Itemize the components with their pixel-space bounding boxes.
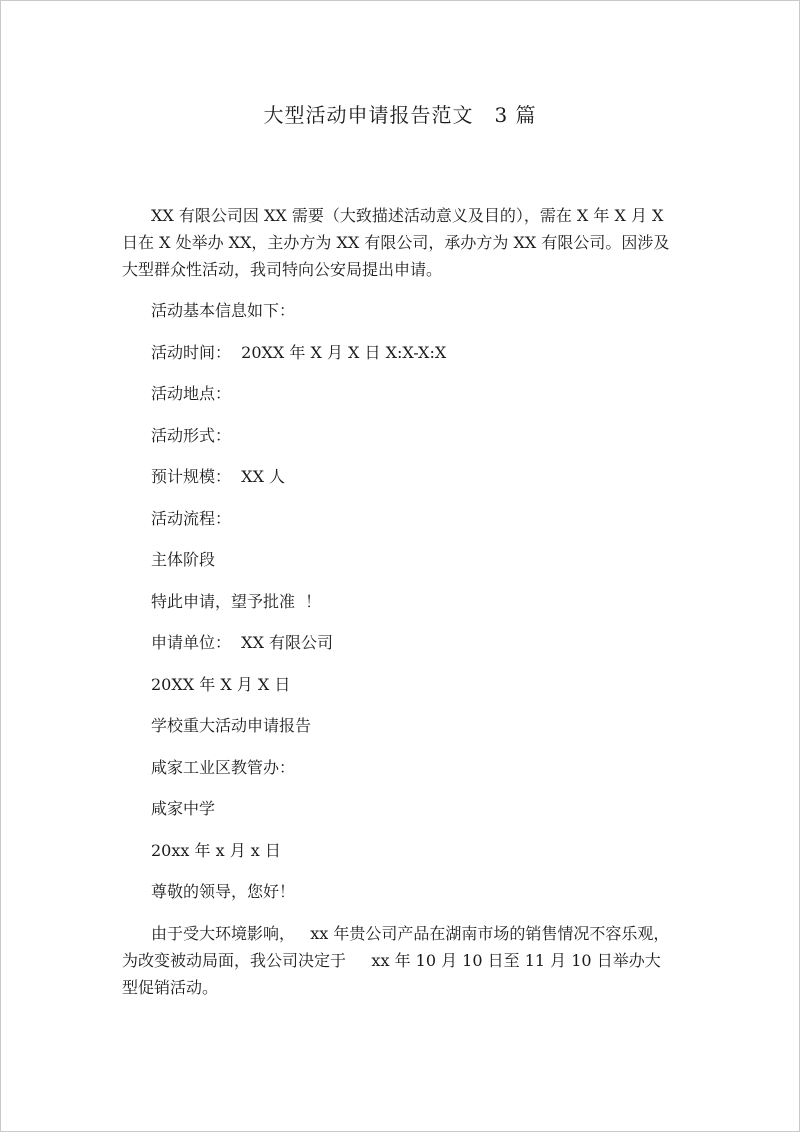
document-body (122, 202, 672, 1015)
line-greeting: 尊敬的领导，您好！ (151, 882, 296, 901)
line-request-approval: 特此申请，望予批准 ！ (151, 591, 322, 611)
line-event-location: 活动地点： (151, 384, 232, 403)
line-recipient: 咸家工业区教管办： (151, 757, 296, 777)
closing-paragraph: 由于受大环境影响， xx 年贵公司产品在湖南市场的销售情况不容乐观，为改变被动局面，我公司决定于 xx 年 10 月 10 日至 11 月 10 日举办大型促销活动。 (122, 923, 670, 997)
line-main-stage: 主体阶段 (151, 550, 216, 569)
line-event-format: 活动形式： (151, 425, 232, 445)
line-applicant: 申请单位： XX 有限公司 (151, 633, 334, 652)
line-date-1: 20XX 年 X 月 X 日 (151, 674, 291, 694)
line-event-time: 活动时间： 20XX 年 X 月 X 日 X:X-X:X (151, 342, 447, 362)
document-title: 大型活动申请报告范文 3 篇 (263, 103, 537, 127)
line-school-name: 咸家中学 (151, 799, 216, 818)
line-basic-info: 活动基本信息如下： (151, 301, 296, 320)
line-expected-scale: 预计规模： XX 人 (151, 467, 286, 486)
intro-paragraph: XX 有限公司因 XX 需要（大致描述活动意义及目的），需在 X 年 X 月 X 日在 X 处举办 XX，主办方为 XX 有限公司，承办方为 XX 有限公司。因涉及大型群众性活动，我司特向公安局提出申请。 (122, 206, 670, 279)
line-event-process: 活动流程： (151, 508, 232, 528)
line-school-report-title: 学校重大活动申请报告 (151, 716, 312, 735)
line-date-2: 20xx 年 x 月 x 日 (151, 840, 281, 860)
